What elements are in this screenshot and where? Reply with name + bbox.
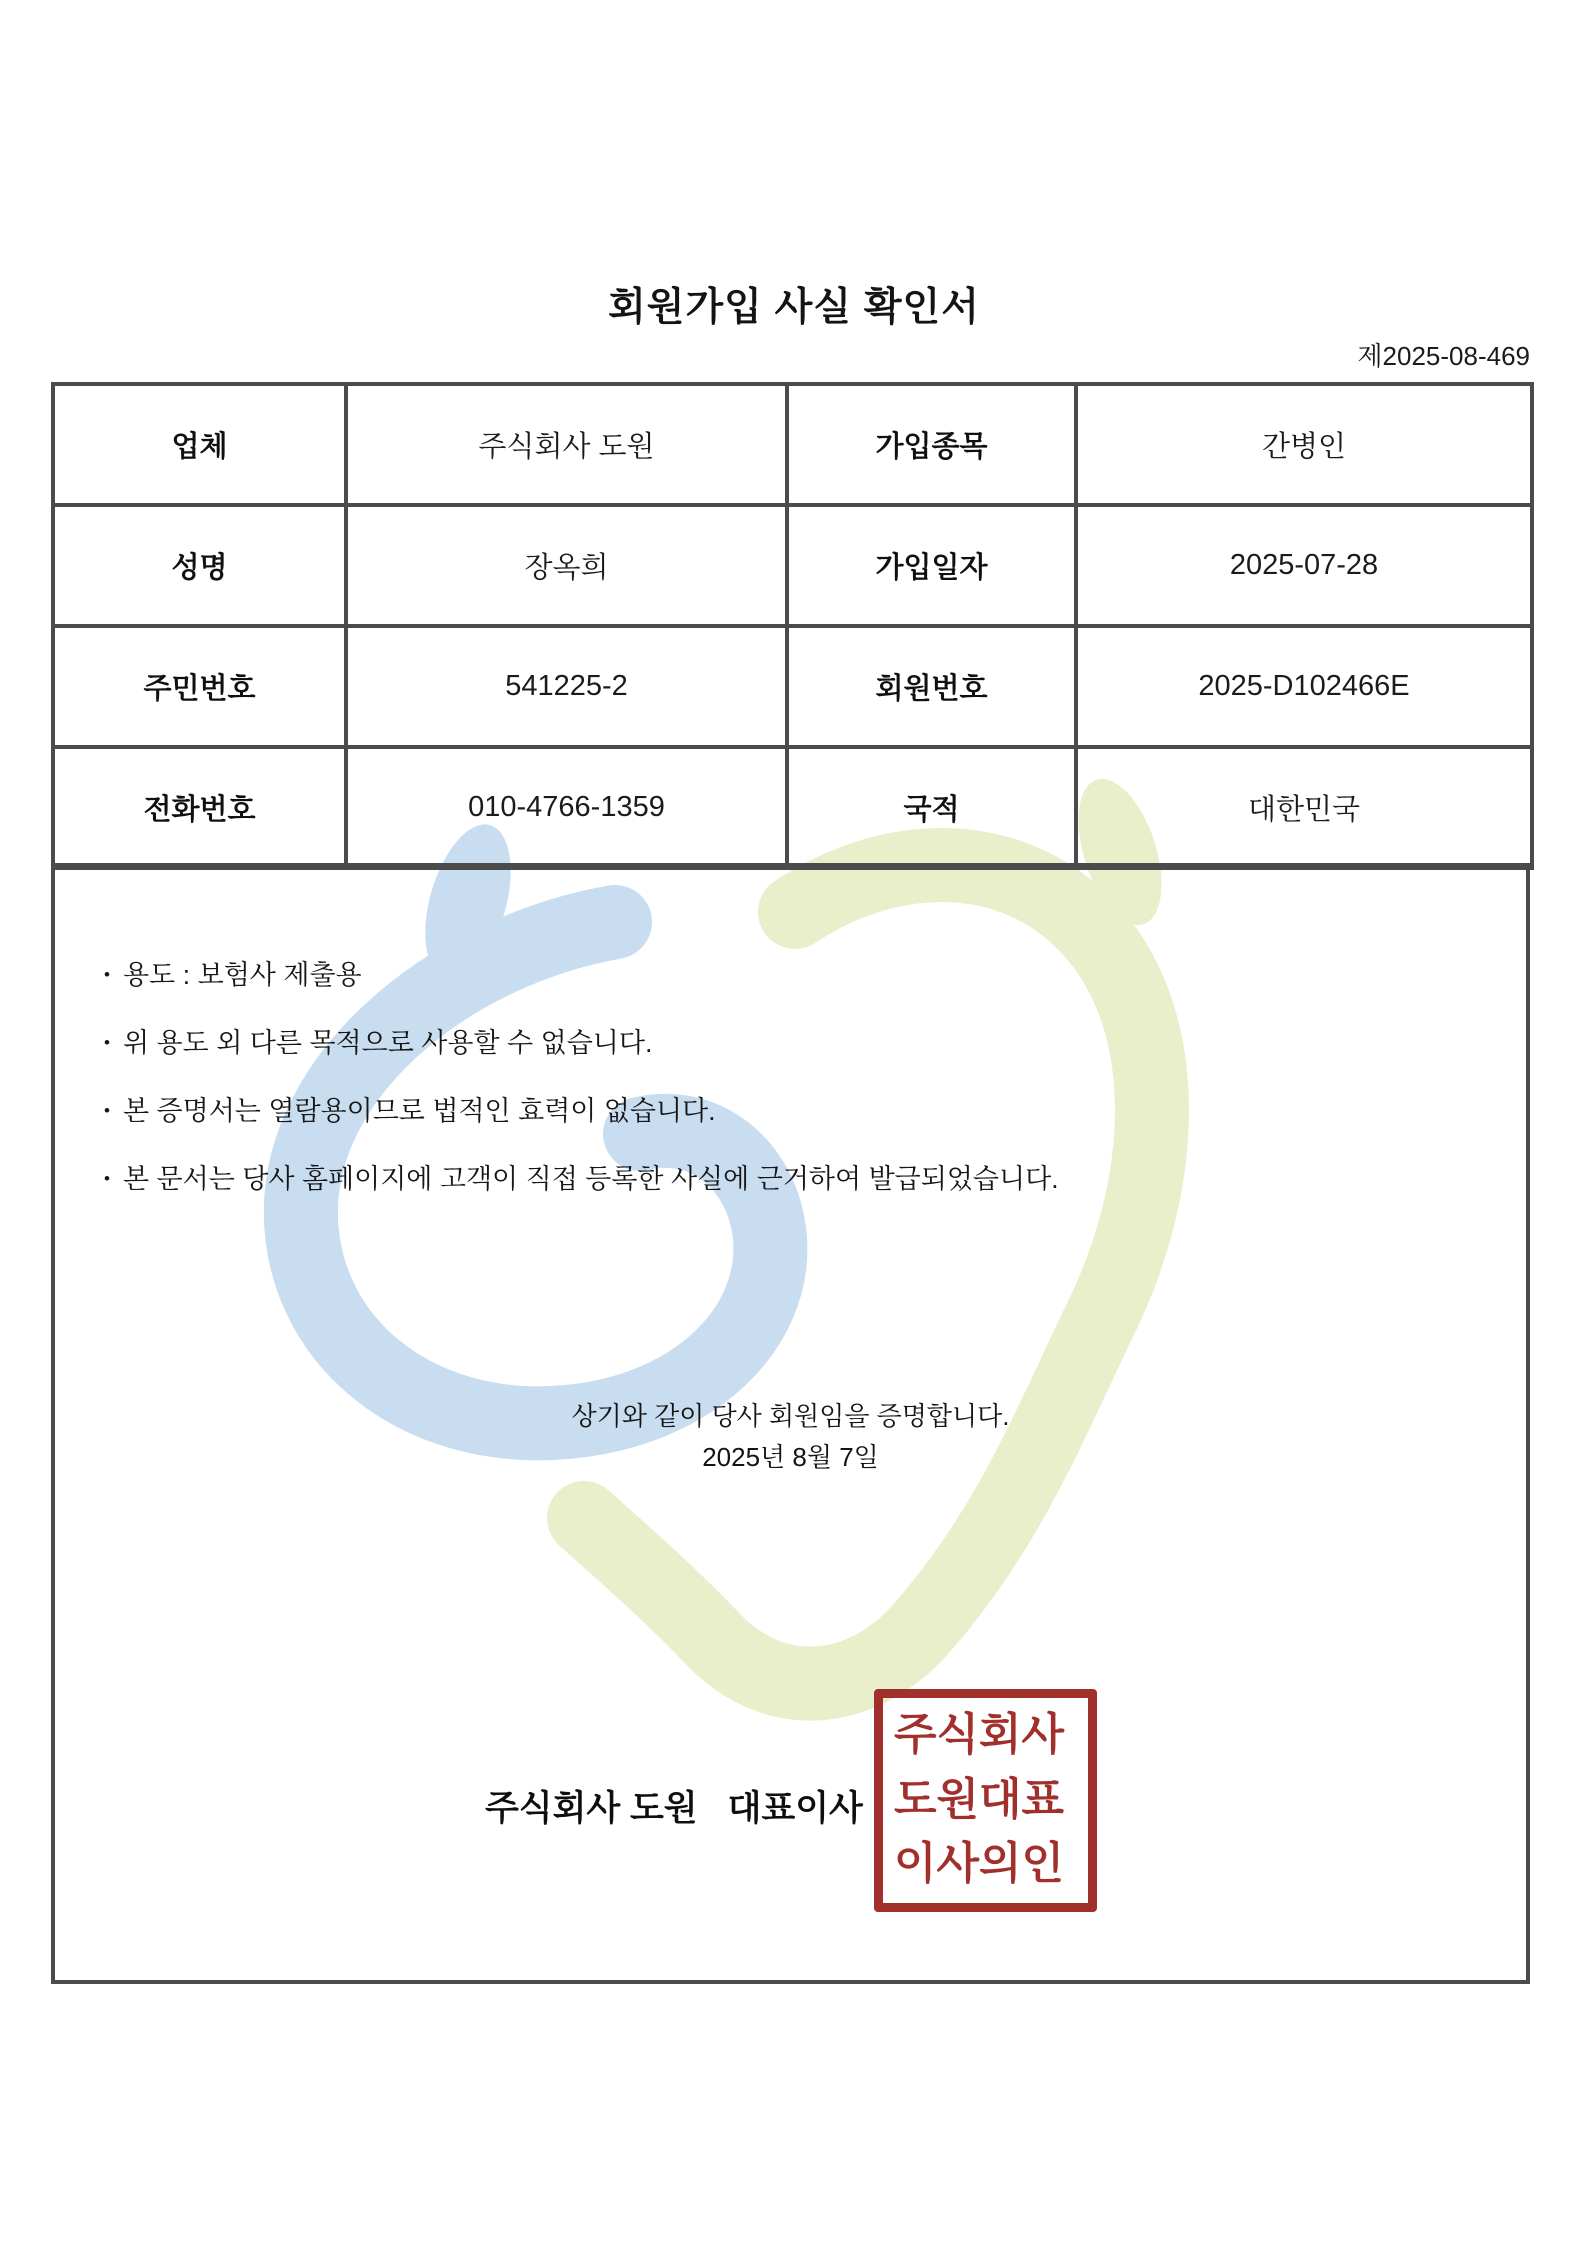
note-item [104,1147,1059,1215]
value-resident-number: 541225-2 [346,626,787,747]
label-member-number: 회원번호 [787,626,1076,747]
table-row [53,747,1532,868]
value-membership-type: 간병인 [1076,384,1532,505]
value-name: 장옥희 [346,505,787,626]
seal-text-line: 주식회사 [894,1710,1065,1759]
certification-block [55,1396,1526,1478]
label-company: 업체 [53,384,346,505]
notes-list [104,943,1059,1215]
table-row [53,384,1532,505]
value-member-number: 2025-D102466E [1076,626,1532,747]
table-row [53,505,1532,626]
note-item [104,943,1059,1011]
label-name: 성명 [53,505,346,626]
label-resident-number: 주민번호 [53,626,346,747]
document-number: 제2025-08-469 [1357,341,1530,371]
note-item [104,1079,1059,1147]
page-title: 회원가입 사실 확인서 [608,286,980,329]
bullet-icon: • [104,1033,110,1052]
value-phone: 010-4766-1359 [346,747,787,868]
seal-text-line: 이사의인 [894,1839,1065,1888]
table-row [53,626,1532,747]
signature-line [485,1781,863,1831]
value-join-date: 2025-07-28 [1076,505,1532,626]
label-phone: 전화번호 [53,747,346,868]
ceo-title: 대표이사 [727,1789,863,1828]
certificate-body-box [51,863,1530,1984]
note-text: 용도 : 보험사 제출용 [122,960,362,990]
bullet-icon: • [104,965,110,984]
company-name: 주식회사 도원 [485,1789,698,1828]
certification-statement: 상기와 같이 당사 회원임을 증명합니다. [571,1401,1010,1431]
note-text: 본 증명서는 열람용이므로 법적인 효력이 없습니다. [122,1096,716,1126]
label-nationality: 국적 [787,747,1076,868]
label-membership-type: 가입종목 [787,384,1076,505]
note-text: 본 문서는 당사 홈페이지에 고객이 직접 등록한 사실에 근거하여 발급되었습니다. [122,1164,1059,1194]
corporate-seal-stamp [874,1689,1097,1912]
seal-text-line: 도원대표 [894,1774,1065,1824]
member-info-table [51,382,1534,870]
certification-date: 2025년 8월 7일 [702,1442,879,1472]
value-company: 주식회사 도원 [346,384,787,505]
label-join-date: 가입일자 [787,505,1076,626]
note-text: 위 용도 외 다른 목적으로 사용할 수 없습니다. [122,1028,653,1058]
note-item [104,1011,1059,1079]
value-nationality: 대한민국 [1076,747,1532,868]
bullet-icon: • [104,1169,110,1188]
bullet-icon: • [104,1101,110,1120]
